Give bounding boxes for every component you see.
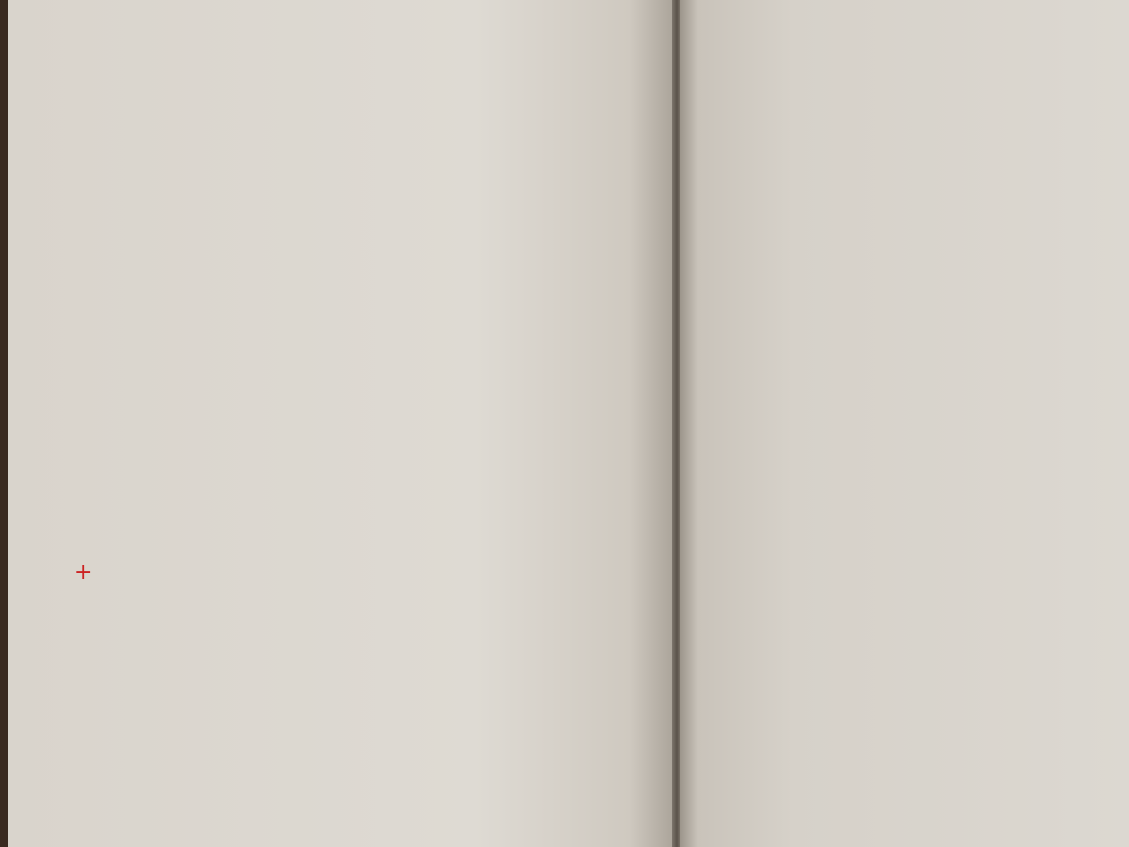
left-page <box>8 0 676 847</box>
pen-plus-mark: + <box>74 560 93 585</box>
right-page <box>680 0 1129 847</box>
left-table-of-contents <box>8 0 676 847</box>
right-table-of-contents <box>680 0 1129 847</box>
